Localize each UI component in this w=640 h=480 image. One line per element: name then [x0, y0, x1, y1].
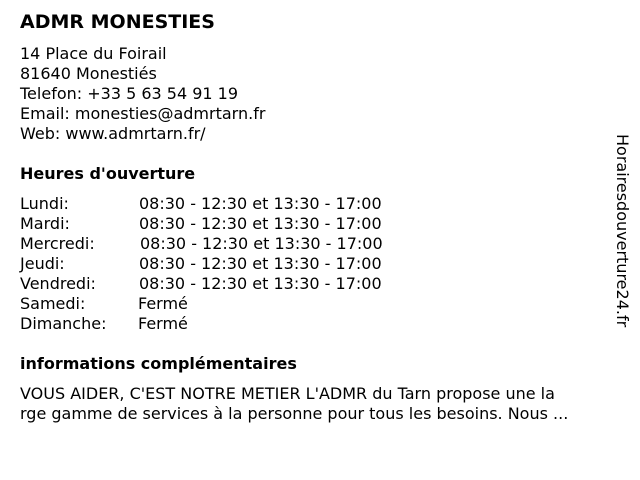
watermark: Horairesdouverture24.fr: [613, 134, 632, 328]
additional-info-text: [20, 384, 620, 424]
day-label: Lundi:: [20, 194, 69, 213]
address-street: 14 Place du Foirail: [20, 44, 167, 63]
address-city: 81640 Monestiés: [20, 64, 157, 83]
time-value: 08:30 - 12:30 et 13:30 - 17:00: [139, 214, 382, 233]
day-label: Samedi:: [20, 294, 86, 313]
description-line: rge gamme de services à la personne pour tous les besoins. Nous ...: [20, 404, 569, 423]
opening-hours-heading: Heures d'ouverture: [20, 164, 196, 183]
time-value: Fermé: [138, 294, 188, 313]
description-line: VOUS AIDER, C'EST NOTRE METIER L'ADMR du Tarn propose une la: [20, 384, 555, 403]
time-value: 08:30 - 12:30 et 13:30 - 17:00: [139, 194, 382, 213]
email-address: Email: monesties@admrtarn.fr: [20, 104, 266, 123]
day-label: Jeudi:: [20, 254, 65, 273]
address-block: [20, 44, 265, 144]
day-label: Mardi:: [20, 214, 70, 233]
time-value: 08:30 - 12:30 et 13:30 - 17:00: [140, 234, 383, 253]
day-label: Dimanche:: [20, 314, 107, 333]
website-address: Web: www.admrtarn.fr/: [20, 124, 206, 143]
time-value: 08:30 - 12:30 et 13:30 - 17:00: [139, 254, 382, 273]
day-label: Vendredi:: [20, 274, 96, 293]
business-name: ADMR MONESTIES: [20, 11, 215, 33]
time-value: 08:30 - 12:30 et 13:30 - 17:00: [139, 274, 382, 293]
phone-number: Telefon: +33 5 63 54 91 19: [20, 84, 239, 103]
additional-info-heading: informations complémentaires: [20, 354, 297, 373]
time-value: Fermé: [138, 314, 188, 333]
day-label: Mercredi:: [20, 234, 95, 253]
